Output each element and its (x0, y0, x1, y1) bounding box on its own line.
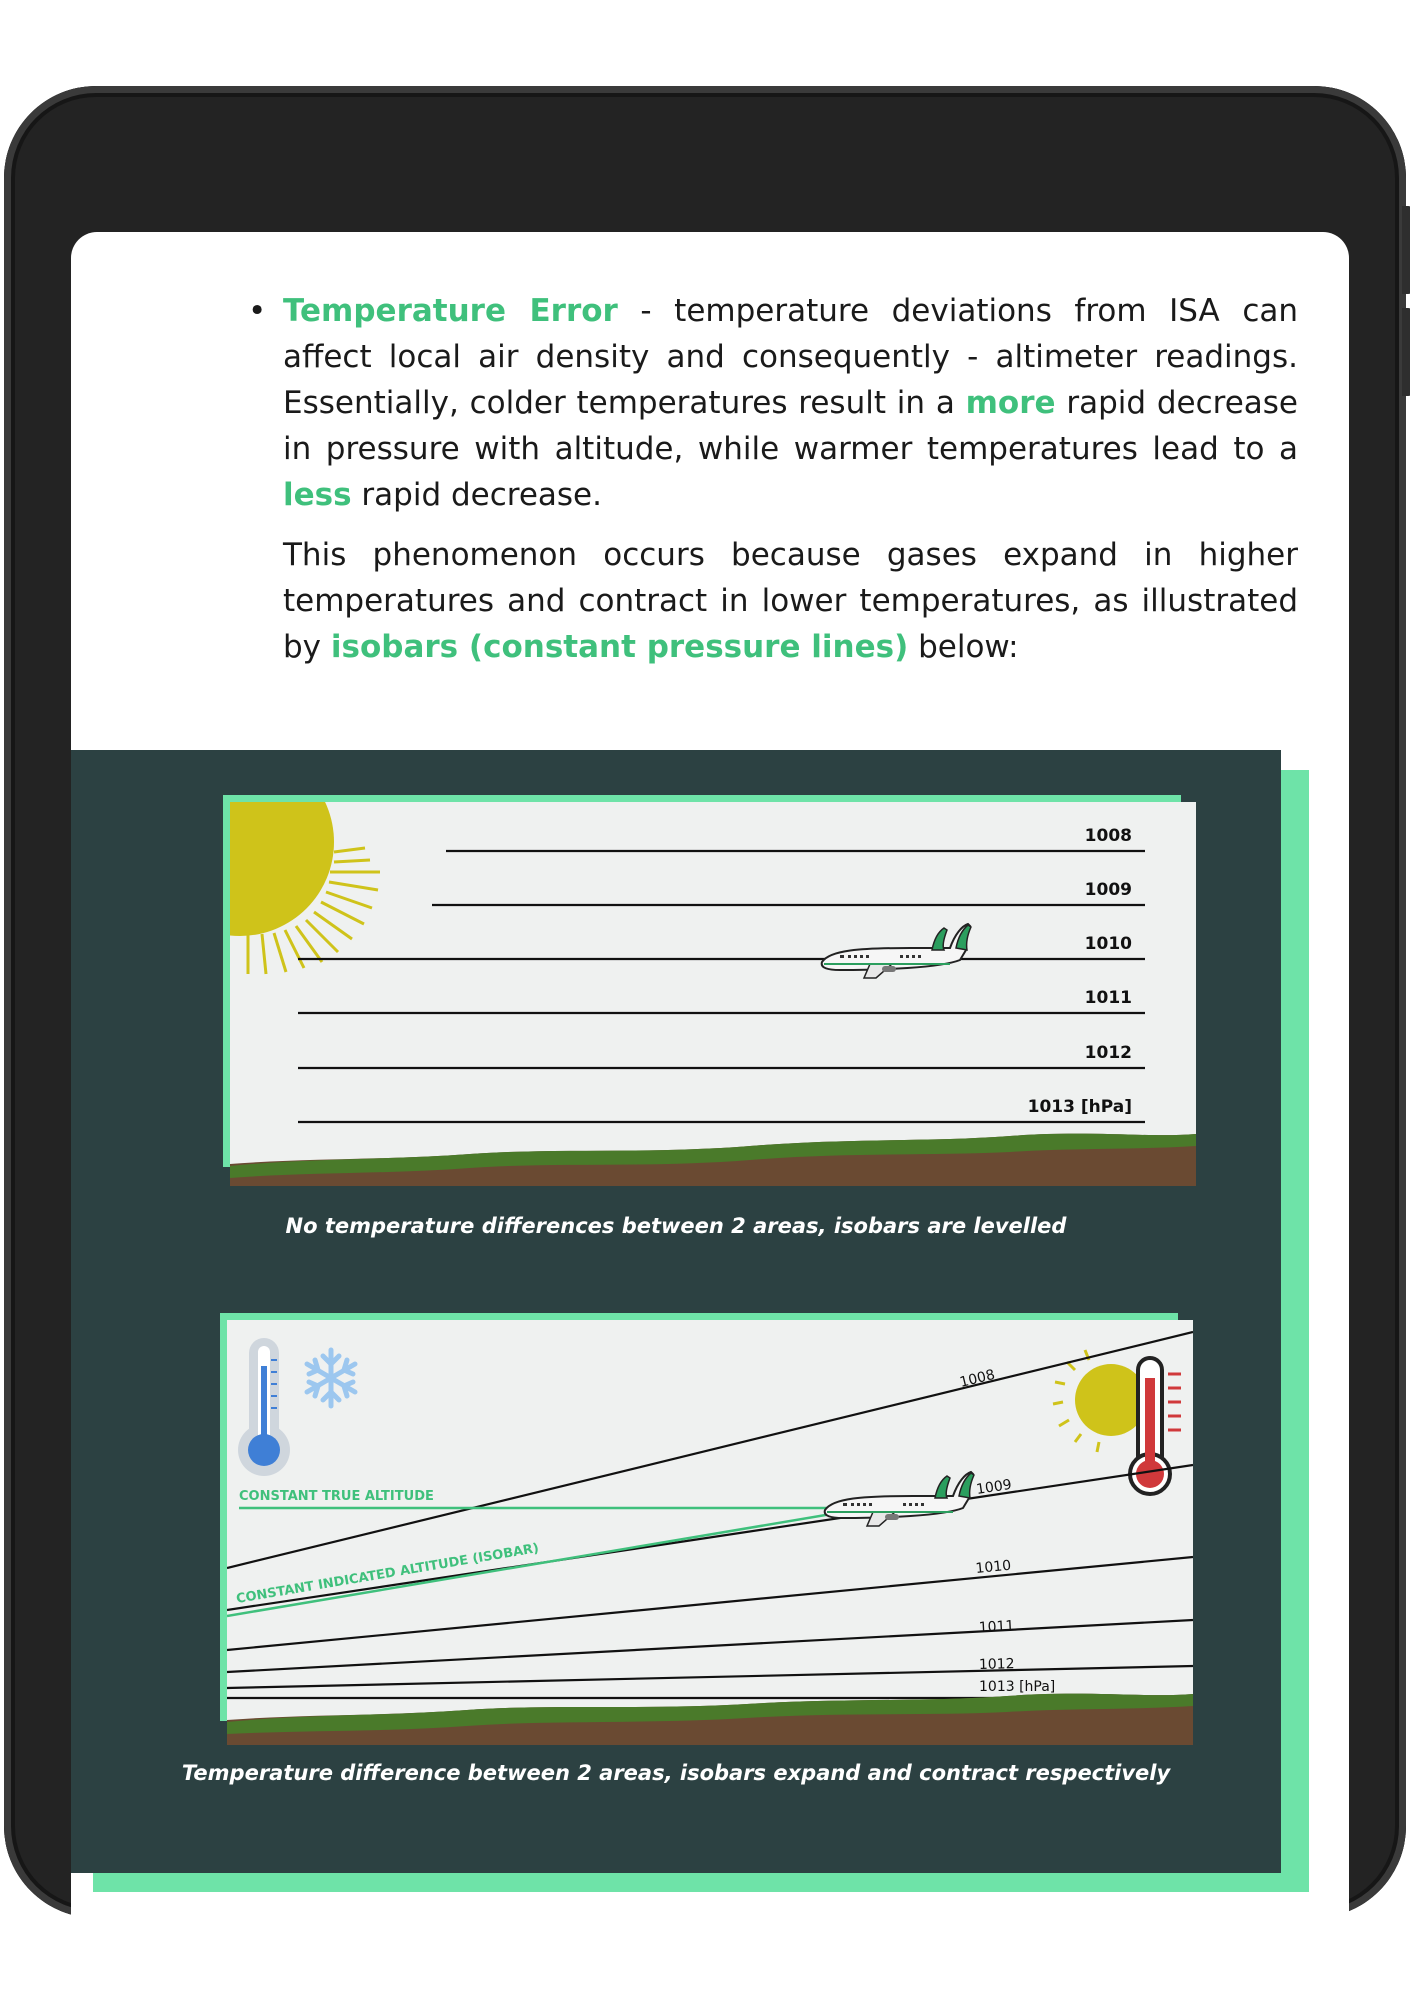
diagram2-isobar-lines (227, 1332, 1193, 1698)
diagram1-label-1009: 1009 (1084, 880, 1132, 900)
diagram1-caption: No temperature differences between 2 areas, isobars are levelled (285, 1214, 1067, 1238)
diagram1-label-1008: 1008 (1084, 826, 1132, 846)
diagram1-isobar-lines (298, 851, 1145, 1122)
constant-indicated-altitude-line (227, 1508, 867, 1616)
volume-down-button (1402, 308, 1410, 396)
diagram2-isobar-1008 (227, 1332, 1193, 1568)
diagram2-label-1009: 1009 (975, 1476, 1013, 1498)
highlight-isobars: isobars (constant pressure lines) (330, 629, 909, 665)
snowflake-icon (307, 1350, 355, 1406)
diagram2-svg (227, 1320, 1193, 1745)
tablet-frame (4, 86, 1406, 1918)
diagram2-isobar-1009 (227, 1465, 1193, 1610)
illustration-panel (71, 750, 1281, 1873)
cold-thermometer-icon (238, 1338, 290, 1476)
bullet-text-2: rapid decrease in pressure with altitude, while warmer temperatures lead to a (283, 385, 1298, 467)
constant-indicated-altitude-label: CONSTANT INDICATED ALTITUDE (ISOBAR) (235, 1541, 541, 1607)
diagram1-label-1013: 1013 [hPa] (1027, 1097, 1132, 1117)
highlight-more: more (965, 385, 1056, 421)
text-content (248, 288, 1298, 670)
bullet-dot: • (248, 293, 267, 329)
diagram1-label-1010: 1010 (1084, 934, 1132, 954)
diagram1-svg (230, 802, 1196, 1186)
diagram2-label-1008: 1008 (958, 1366, 997, 1391)
bullet-text-3: rapid decrease. (351, 477, 602, 513)
diagram1-label-1012: 1012 (1084, 1043, 1132, 1063)
ground-strip (227, 1694, 1193, 1745)
diagram2-isobar-1011 (227, 1620, 1193, 1672)
para2-text-2: below: (908, 629, 1019, 665)
bullet-text-1: - temperature deviations from ISA can affect local air density and consequently - altimeter readings. Essentially, colder temperatures result in a (283, 293, 1299, 421)
tablet-screen (71, 232, 1349, 1950)
diagram2-label-1011: 1011 (978, 1618, 1015, 1636)
diagram2-label-1013: 1013 [hPa] (979, 1679, 1056, 1695)
airplane-icon (822, 924, 971, 978)
diagram1-level-isobars (230, 802, 1196, 1186)
diagram2-caption: Temperature difference between 2 areas, isobars expand and contract respectively (181, 1761, 1171, 1785)
diagram2-label-1010: 1010 (974, 1557, 1012, 1577)
constant-true-altitude-label: CONSTANT TRUE ALTITUDE (239, 1489, 434, 1504)
airplane-icon (825, 1472, 974, 1526)
sun-icon (1053, 1350, 1147, 1452)
temperature-error-bullet (248, 288, 1298, 518)
sun-icon (230, 802, 380, 974)
diagram2-label-1012: 1012 (978, 1656, 1015, 1673)
diagram1-label-1011: 1011 (1084, 988, 1132, 1008)
highlight-less: less (283, 477, 352, 513)
term-temperature-error: Temperature Error (283, 293, 618, 329)
ground-strip (230, 1134, 1196, 1186)
phenomenon-paragraph (248, 532, 1298, 670)
volume-up-button (1402, 206, 1410, 294)
diagram2-temperature-isobars (227, 1320, 1193, 1745)
para2-text-1: This phenomenon occurs because gases expand in higher temperatures and contract in lower temperatures, as illustrated by (283, 537, 1298, 665)
